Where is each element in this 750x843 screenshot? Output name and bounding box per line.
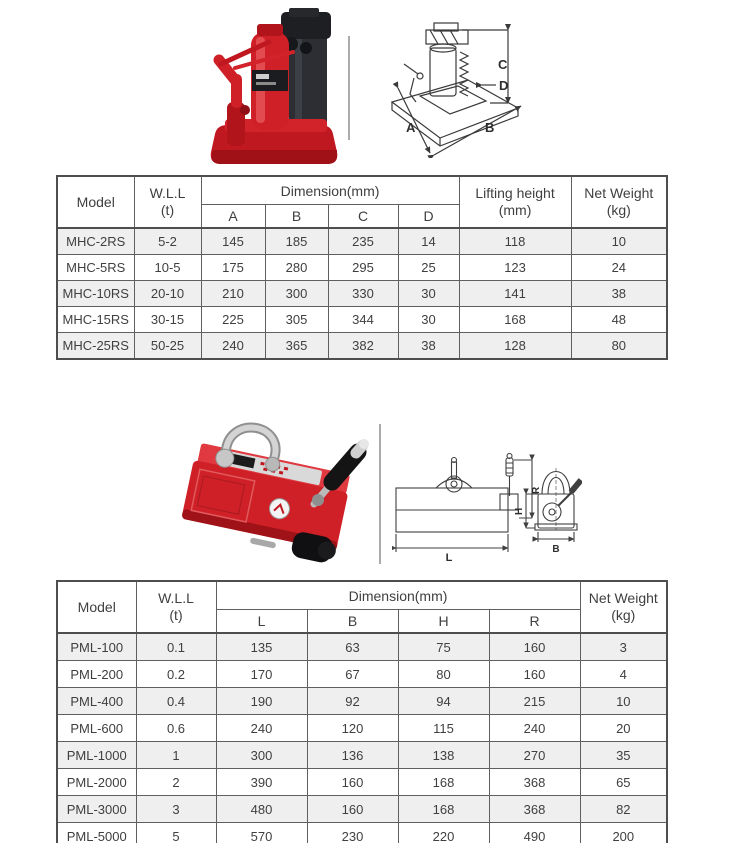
value-cell: 65 <box>580 769 667 796</box>
toe-jack-photo <box>205 8 345 168</box>
value-cell: 280 <box>265 255 328 281</box>
value-cell: 4 <box>580 661 667 688</box>
value-cell: 300 <box>265 281 328 307</box>
dim-label-b: B <box>485 120 495 135</box>
dim-label-h: H <box>514 507 525 515</box>
value-cell: 80 <box>398 661 489 688</box>
value-cell: 215 <box>489 688 580 715</box>
value-cell: 490 <box>489 823 580 843</box>
value-cell: 168 <box>398 796 489 823</box>
table-row <box>57 715 667 742</box>
table-row <box>57 281 667 307</box>
value-cell: 480 <box>216 796 307 823</box>
value-cell: 235 <box>328 228 398 255</box>
value-cell: 30 <box>398 281 459 307</box>
value-cell: 5 <box>136 823 216 843</box>
dim-label-b: B <box>552 544 560 555</box>
value-cell: 570 <box>216 823 307 843</box>
value-cell: 20 <box>580 715 667 742</box>
lifter-spec-table <box>56 580 668 843</box>
value-cell: 24 <box>571 255 667 281</box>
value-cell: 344 <box>328 307 398 333</box>
value-cell: 0.1 <box>136 633 216 661</box>
col-header-dim-r: R <box>489 610 580 634</box>
model-cell: MHC-25RS <box>57 333 134 360</box>
col-header-dim-l: L <box>216 610 307 634</box>
value-cell: 240 <box>201 333 265 360</box>
value-cell: 136 <box>307 742 398 769</box>
col-header-wll <box>134 176 201 228</box>
value-cell: 38 <box>571 281 667 307</box>
value-cell: 128 <box>459 333 571 360</box>
value-cell: 3 <box>136 796 216 823</box>
value-cell: 3 <box>580 633 667 661</box>
value-cell: 115 <box>398 715 489 742</box>
table-row <box>57 661 667 688</box>
value-cell: 38 <box>398 333 459 360</box>
col-header-wll <box>136 581 216 633</box>
col-header-dim-a: A <box>201 205 265 229</box>
model-cell: PML-100 <box>57 633 136 661</box>
jack-spec-table <box>56 175 668 360</box>
table-row <box>57 742 667 769</box>
value-cell: 230 <box>307 823 398 843</box>
value-cell: 135 <box>216 633 307 661</box>
value-cell: 145 <box>201 228 265 255</box>
table-row <box>57 769 667 796</box>
value-cell: 170 <box>216 661 307 688</box>
value-cell: 200 <box>580 823 667 843</box>
model-cell: PML-5000 <box>57 823 136 843</box>
value-cell: 67 <box>307 661 398 688</box>
table-row <box>57 307 667 333</box>
value-cell: 94 <box>398 688 489 715</box>
vertical-divider <box>348 36 350 140</box>
col-header-dim-h: H <box>398 610 489 634</box>
value-cell: 20-10 <box>134 281 201 307</box>
col-header-lifting-height <box>459 176 571 228</box>
value-cell: 0.4 <box>136 688 216 715</box>
vertical-divider <box>379 424 381 564</box>
net-weight-label: Net Weight <box>588 589 658 606</box>
value-cell: 330 <box>328 281 398 307</box>
value-cell: 63 <box>307 633 398 661</box>
value-cell: 5-2 <box>134 228 201 255</box>
col-header-dim-c: C <box>328 205 398 229</box>
model-cell: PML-3000 <box>57 796 136 823</box>
value-cell: 295 <box>328 255 398 281</box>
value-cell: 305 <box>265 307 328 333</box>
table-row <box>57 688 667 715</box>
toe-jack-dimension-diagram <box>390 18 530 158</box>
table-row <box>57 228 667 255</box>
value-cell: 220 <box>398 823 489 843</box>
value-cell: 225 <box>201 307 265 333</box>
table-row <box>57 796 667 823</box>
dim-label-l: L <box>445 552 453 564</box>
col-header-net-weight <box>580 581 667 633</box>
value-cell: 160 <box>307 796 398 823</box>
col-header-dim-d: D <box>398 205 459 229</box>
col-header-dim-b: B <box>265 205 328 229</box>
model-cell: MHC-15RS <box>57 307 134 333</box>
lifter-table-body <box>57 633 667 843</box>
value-cell: 300 <box>216 742 307 769</box>
value-cell: 48 <box>571 307 667 333</box>
value-cell: 1 <box>136 742 216 769</box>
table-row <box>57 255 667 281</box>
lifting-unit: (mm) <box>498 202 532 218</box>
value-cell: 168 <box>459 307 571 333</box>
model-cell: MHC-5RS <box>57 255 134 281</box>
value-cell: 185 <box>265 228 328 255</box>
wll-unit: (t) <box>169 607 183 623</box>
dim-label-r: R <box>531 486 542 494</box>
value-cell: 365 <box>265 333 328 360</box>
col-header-dimension: Dimension(mm) <box>216 581 580 610</box>
value-cell: 2 <box>136 769 216 796</box>
col-header-net-weight <box>571 176 667 228</box>
wll-unit: (t) <box>160 202 175 218</box>
wll-label: W.L.L <box>158 589 194 606</box>
col-header-model: Model <box>57 581 136 633</box>
model-cell: PML-200 <box>57 661 136 688</box>
value-cell: 270 <box>489 742 580 769</box>
value-cell: 175 <box>201 255 265 281</box>
model-cell: MHC-2RS <box>57 228 134 255</box>
value-cell: 160 <box>489 661 580 688</box>
value-cell: 120 <box>307 715 398 742</box>
net-weight-unit: (kg) <box>606 202 631 218</box>
net-weight-label: Net Weight <box>584 184 654 201</box>
net-weight-unit: (kg) <box>611 607 636 623</box>
magnetic-lifter-photo <box>172 420 372 568</box>
col-header-model: Model <box>57 176 134 228</box>
model-cell: PML-600 <box>57 715 136 742</box>
magnetic-lifter-dimension-diagram <box>392 430 582 565</box>
table-row <box>57 823 667 843</box>
value-cell: 368 <box>489 796 580 823</box>
value-cell: 14 <box>398 228 459 255</box>
value-cell: 50-25 <box>134 333 201 360</box>
value-cell: 190 <box>216 688 307 715</box>
col-header-dim-b: B <box>307 610 398 634</box>
jack-table-body <box>57 228 667 359</box>
value-cell: 210 <box>201 281 265 307</box>
value-cell: 240 <box>216 715 307 742</box>
value-cell: 0.2 <box>136 661 216 688</box>
model-cell: MHC-10RS <box>57 281 134 307</box>
value-cell: 10 <box>571 228 667 255</box>
model-cell: PML-2000 <box>57 769 136 796</box>
dim-label-c: C <box>498 57 508 72</box>
value-cell: 75 <box>398 633 489 661</box>
wll-label: W.L.L <box>149 184 186 201</box>
value-cell: 368 <box>489 769 580 796</box>
value-cell: 30-15 <box>134 307 201 333</box>
value-cell: 35 <box>580 742 667 769</box>
value-cell: 240 <box>489 715 580 742</box>
value-cell: 382 <box>328 333 398 360</box>
lifting-label: Lifting height <box>475 184 555 201</box>
dim-label-d: D <box>499 78 509 93</box>
value-cell: 30 <box>398 307 459 333</box>
col-header-dimension: Dimension(mm) <box>201 176 459 205</box>
table-row <box>57 333 667 360</box>
value-cell: 160 <box>489 633 580 661</box>
value-cell: 123 <box>459 255 571 281</box>
value-cell: 141 <box>459 281 571 307</box>
model-cell: PML-1000 <box>57 742 136 769</box>
value-cell: 118 <box>459 228 571 255</box>
table-row <box>57 633 667 661</box>
value-cell: 138 <box>398 742 489 769</box>
value-cell: 82 <box>580 796 667 823</box>
dim-label-a: A <box>406 120 416 135</box>
value-cell: 80 <box>571 333 667 360</box>
model-cell: PML-400 <box>57 688 136 715</box>
value-cell: 25 <box>398 255 459 281</box>
value-cell: 168 <box>398 769 489 796</box>
value-cell: 390 <box>216 769 307 796</box>
value-cell: 10-5 <box>134 255 201 281</box>
value-cell: 92 <box>307 688 398 715</box>
value-cell: 160 <box>307 769 398 796</box>
value-cell: 0.6 <box>136 715 216 742</box>
value-cell: 10 <box>580 688 667 715</box>
